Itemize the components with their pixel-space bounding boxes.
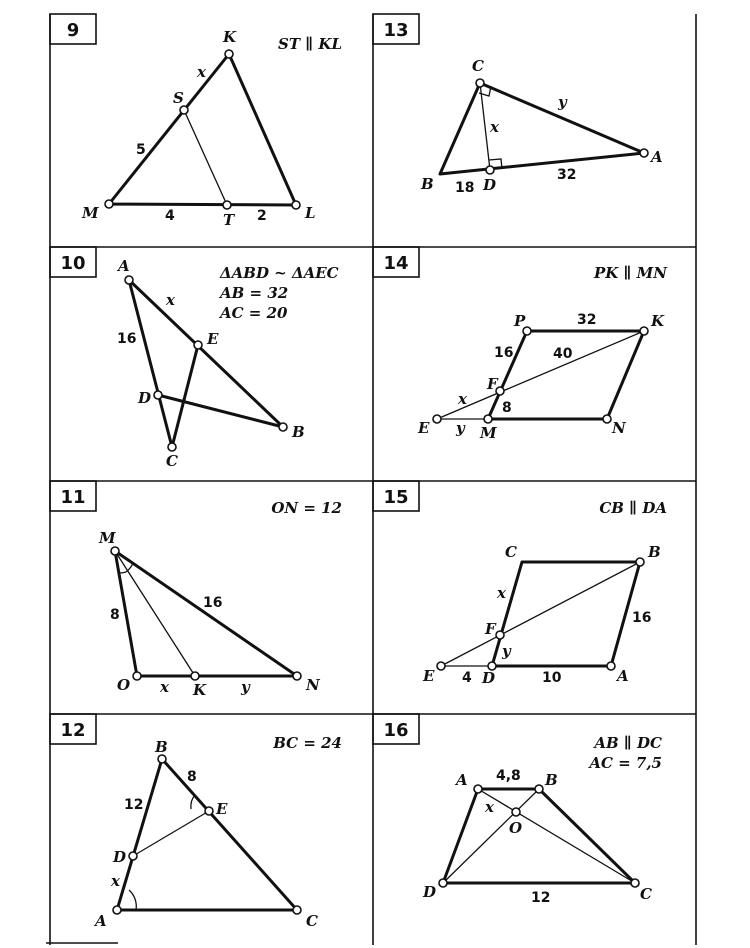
problem-14	[383, 253, 668, 442]
measure-label: 5	[136, 142, 146, 158]
problem-number: 14	[383, 253, 409, 274]
point-label: S	[173, 89, 184, 107]
measure-label: 12	[531, 890, 551, 906]
measure-label: 8	[502, 400, 512, 416]
point-label: E	[418, 419, 430, 437]
point-label: A	[456, 771, 468, 789]
condition: AB = 32	[220, 284, 289, 302]
parallelogram-pknm	[433, 327, 648, 423]
measure-label: 4	[165, 208, 175, 224]
point-label: L	[305, 204, 316, 222]
problem-number: 10	[60, 253, 86, 274]
measure-label: 16	[632, 610, 652, 626]
point-label: D	[138, 389, 152, 407]
trapezoid-abcd	[439, 785, 639, 887]
point-label: C	[472, 57, 484, 75]
point-label: B	[292, 423, 305, 441]
point-label: O	[117, 676, 131, 694]
condition: CB ∥ DA	[599, 499, 667, 517]
condition: ON = 12	[271, 499, 342, 517]
measure-label: x	[160, 678, 169, 696]
measure-label: x	[485, 798, 494, 816]
measure-label: x	[166, 291, 175, 309]
problem-15	[383, 487, 667, 687]
point-label: A	[95, 912, 107, 930]
point-label: C	[505, 543, 517, 561]
point-label: D	[483, 176, 497, 194]
right-triangle-bca	[440, 79, 648, 174]
measure-label: y	[558, 93, 567, 111]
measure-label: 16	[494, 345, 514, 361]
problem-number: 16	[383, 720, 409, 741]
measure-label: 4	[462, 670, 472, 686]
point-label: M	[99, 529, 116, 547]
point-label: A	[617, 667, 629, 685]
measure-label: x	[458, 390, 467, 408]
measure-label: 8	[110, 607, 120, 623]
measure-label: 4,8	[496, 768, 521, 784]
point-label: K	[193, 681, 207, 699]
condition: BC = 24	[273, 734, 342, 752]
point-label: C	[166, 452, 178, 470]
point-label: D	[423, 883, 437, 901]
condition: AB ∥ DC	[594, 734, 662, 752]
point-label: D	[113, 848, 127, 866]
problem-number: 13	[383, 20, 409, 41]
point-label: C	[306, 912, 318, 930]
condition: PK ∥ MN	[593, 264, 667, 282]
point-label: B	[545, 771, 558, 789]
problem-11	[60, 487, 342, 699]
measure-label: 2	[257, 208, 267, 224]
problem-number: 9	[66, 20, 80, 41]
measure-label: 16	[117, 331, 137, 347]
point-label: N	[306, 676, 320, 694]
measure-label: x	[490, 118, 499, 136]
measure-label: y	[241, 678, 250, 696]
point-label: F	[487, 375, 498, 393]
point-label: C	[640, 885, 652, 903]
measure-label: 32	[557, 167, 577, 183]
point-label: M	[480, 424, 497, 442]
condition: ΔABD ~ ΔAEC	[220, 264, 339, 282]
point-label: P	[514, 312, 526, 330]
problem-9	[67, 20, 342, 229]
measure-label: 18	[455, 180, 475, 196]
problem-number: 12	[60, 720, 86, 741]
point-label: E	[423, 667, 435, 685]
measure-label: x	[111, 872, 120, 890]
measure-label: x	[197, 63, 206, 81]
condition: ST ∥ KL	[278, 35, 342, 53]
measure-label: 10	[542, 670, 562, 686]
point-label: B	[421, 175, 434, 193]
point-label: D	[482, 669, 496, 687]
point-label: E	[216, 800, 228, 818]
point-label: B	[155, 738, 168, 756]
condition: AC = 7,5	[589, 754, 662, 772]
measure-label: 40	[553, 346, 573, 362]
condition: AC = 20	[220, 304, 288, 322]
point-label: O	[509, 819, 523, 837]
problem-13	[383, 20, 662, 196]
measure-label: y	[456, 419, 465, 437]
point-label: F	[485, 620, 496, 638]
trapezoid-cbad	[437, 558, 644, 670]
point-label: K	[651, 312, 665, 330]
point-label: N	[612, 419, 626, 437]
measure-label: 8	[187, 769, 197, 785]
problem-12	[60, 720, 342, 930]
point-label: M	[82, 204, 99, 222]
point-label: A	[118, 257, 130, 275]
measure-label: x	[497, 584, 506, 602]
measure-label: 12	[124, 797, 144, 813]
triangle-abc	[113, 755, 301, 914]
point-label: T	[223, 211, 235, 229]
point-label: E	[207, 330, 219, 348]
measure-label: 32	[577, 312, 597, 328]
point-label: K	[223, 28, 237, 46]
point-label: A	[651, 148, 663, 166]
measure-label: 16	[203, 595, 223, 611]
problem-10	[60, 253, 338, 470]
triangles-abd-aec	[125, 276, 287, 451]
problem-16	[383, 720, 662, 906]
point-label: B	[648, 543, 661, 561]
problem-number: 11	[60, 487, 86, 508]
problem-number: 15	[383, 487, 409, 508]
triangle-mon	[111, 547, 301, 680]
measure-label: y	[502, 642, 511, 660]
